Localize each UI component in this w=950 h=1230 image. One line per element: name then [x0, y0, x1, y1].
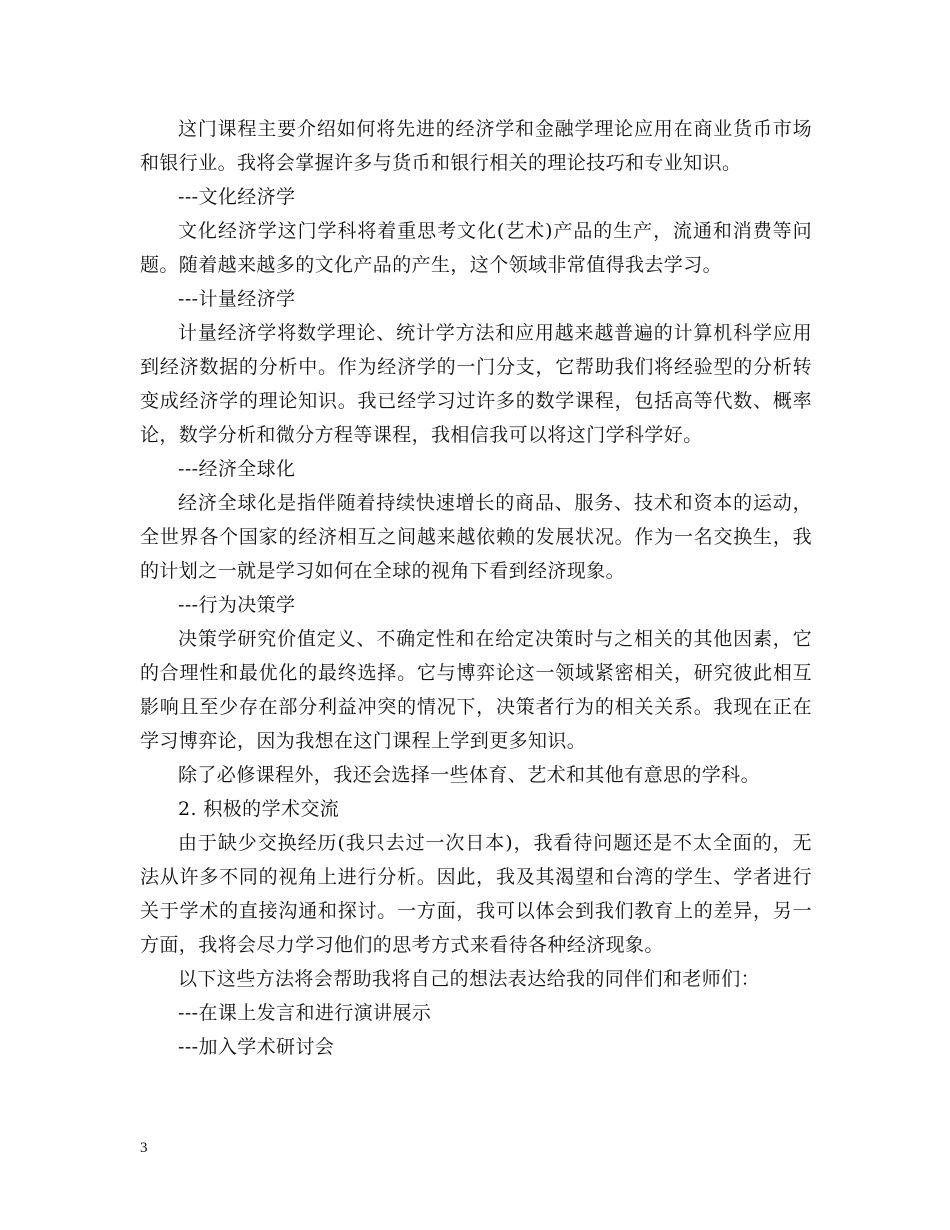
list-item-presentations: ---在课上发言和进行演讲展示 — [178, 1002, 432, 1024]
heading-academic-exchange: 2. 积极的学术交流 — [178, 798, 340, 820]
paragraph-decision-science: 决策学研究价值定义、不确定性和在给定决策时与之相关的其他因素，它的合理性和最优化的最终选择。它与博弈论这一领域紧密相关，研究彼此相互影响且至少存在部分利益冲突的情况下，决策者行为的相关关系。我现在正在学习博弈论，因为我想在这门课程上学到更多知识。 — [140, 628, 812, 752]
document-body — [140, 112, 812, 1064]
paragraph-globalization: 经济全球化是指伴随着持续快速增长的商品、服务、技术和资本的运动，全世界各个国家的经济相互之间越来越依赖的发展状况。作为一名交换生，我的计划之一就是学习如何在全球的视角下看到经济现象。 — [140, 492, 812, 582]
heading-decision-science: ---行为决策学 — [178, 594, 296, 616]
paragraph-electives: 除了必修课程外，我还会选择一些体育、艺术和其他有意思的学科。 — [178, 764, 761, 786]
heading-cultural-economics: ---文化经济学 — [178, 186, 296, 208]
paragraph-cultural-economics: 文化经济学这门学科将着重思考文化(艺术)产品的生产，流通和消费等问题。随着越来越多的文化产品的产生，这个领域非常值得我去学习。 — [140, 220, 812, 276]
heading-globalization: ---经济全球化 — [178, 458, 296, 480]
heading-econometrics: ---计量经济学 — [178, 288, 296, 310]
paragraph-exchange-experience: 由于缺少交换经历(我只去过一次日本)，我看待问题还是不太全面的，无法从许多不同的视角上进行分析。因此，我及其渴望和台湾的学生、学者进行关于学术的直接沟通和探讨。一方面，我可以体会到我们教育上的差异，另一方面，我将会尽力学习他们的思考方式来看待各种经济现象。 — [140, 832, 812, 956]
paragraph-methods-intro: 以下这些方法将会帮助我将自己的想法表达给我的同伴们和老师们： — [178, 968, 761, 990]
paragraph-banking-course: 这门课程主要介绍如何将先进的经济学和金融学理论应用在商业货币市场和银行业。我将会掌握许多与货币和银行相关的理论技巧和专业知识。 — [140, 118, 812, 174]
paragraph-econometrics: 计量经济学将数学理论、统计学方法和应用越来越普遍的计算机科学应用到经济数据的分析中。作为经济学的一门分支，它帮助我们将经验型的分析转变成经济学的理论知识。我已经学习过许多的数学课程，包括高等代数、概率论，数学分析和微分方程等课程，我相信我可以将这门学科学好。 — [140, 322, 812, 446]
list-item-seminars: ---加入学术研讨会 — [178, 1036, 335, 1058]
page-number: 3 — [140, 1140, 148, 1156]
